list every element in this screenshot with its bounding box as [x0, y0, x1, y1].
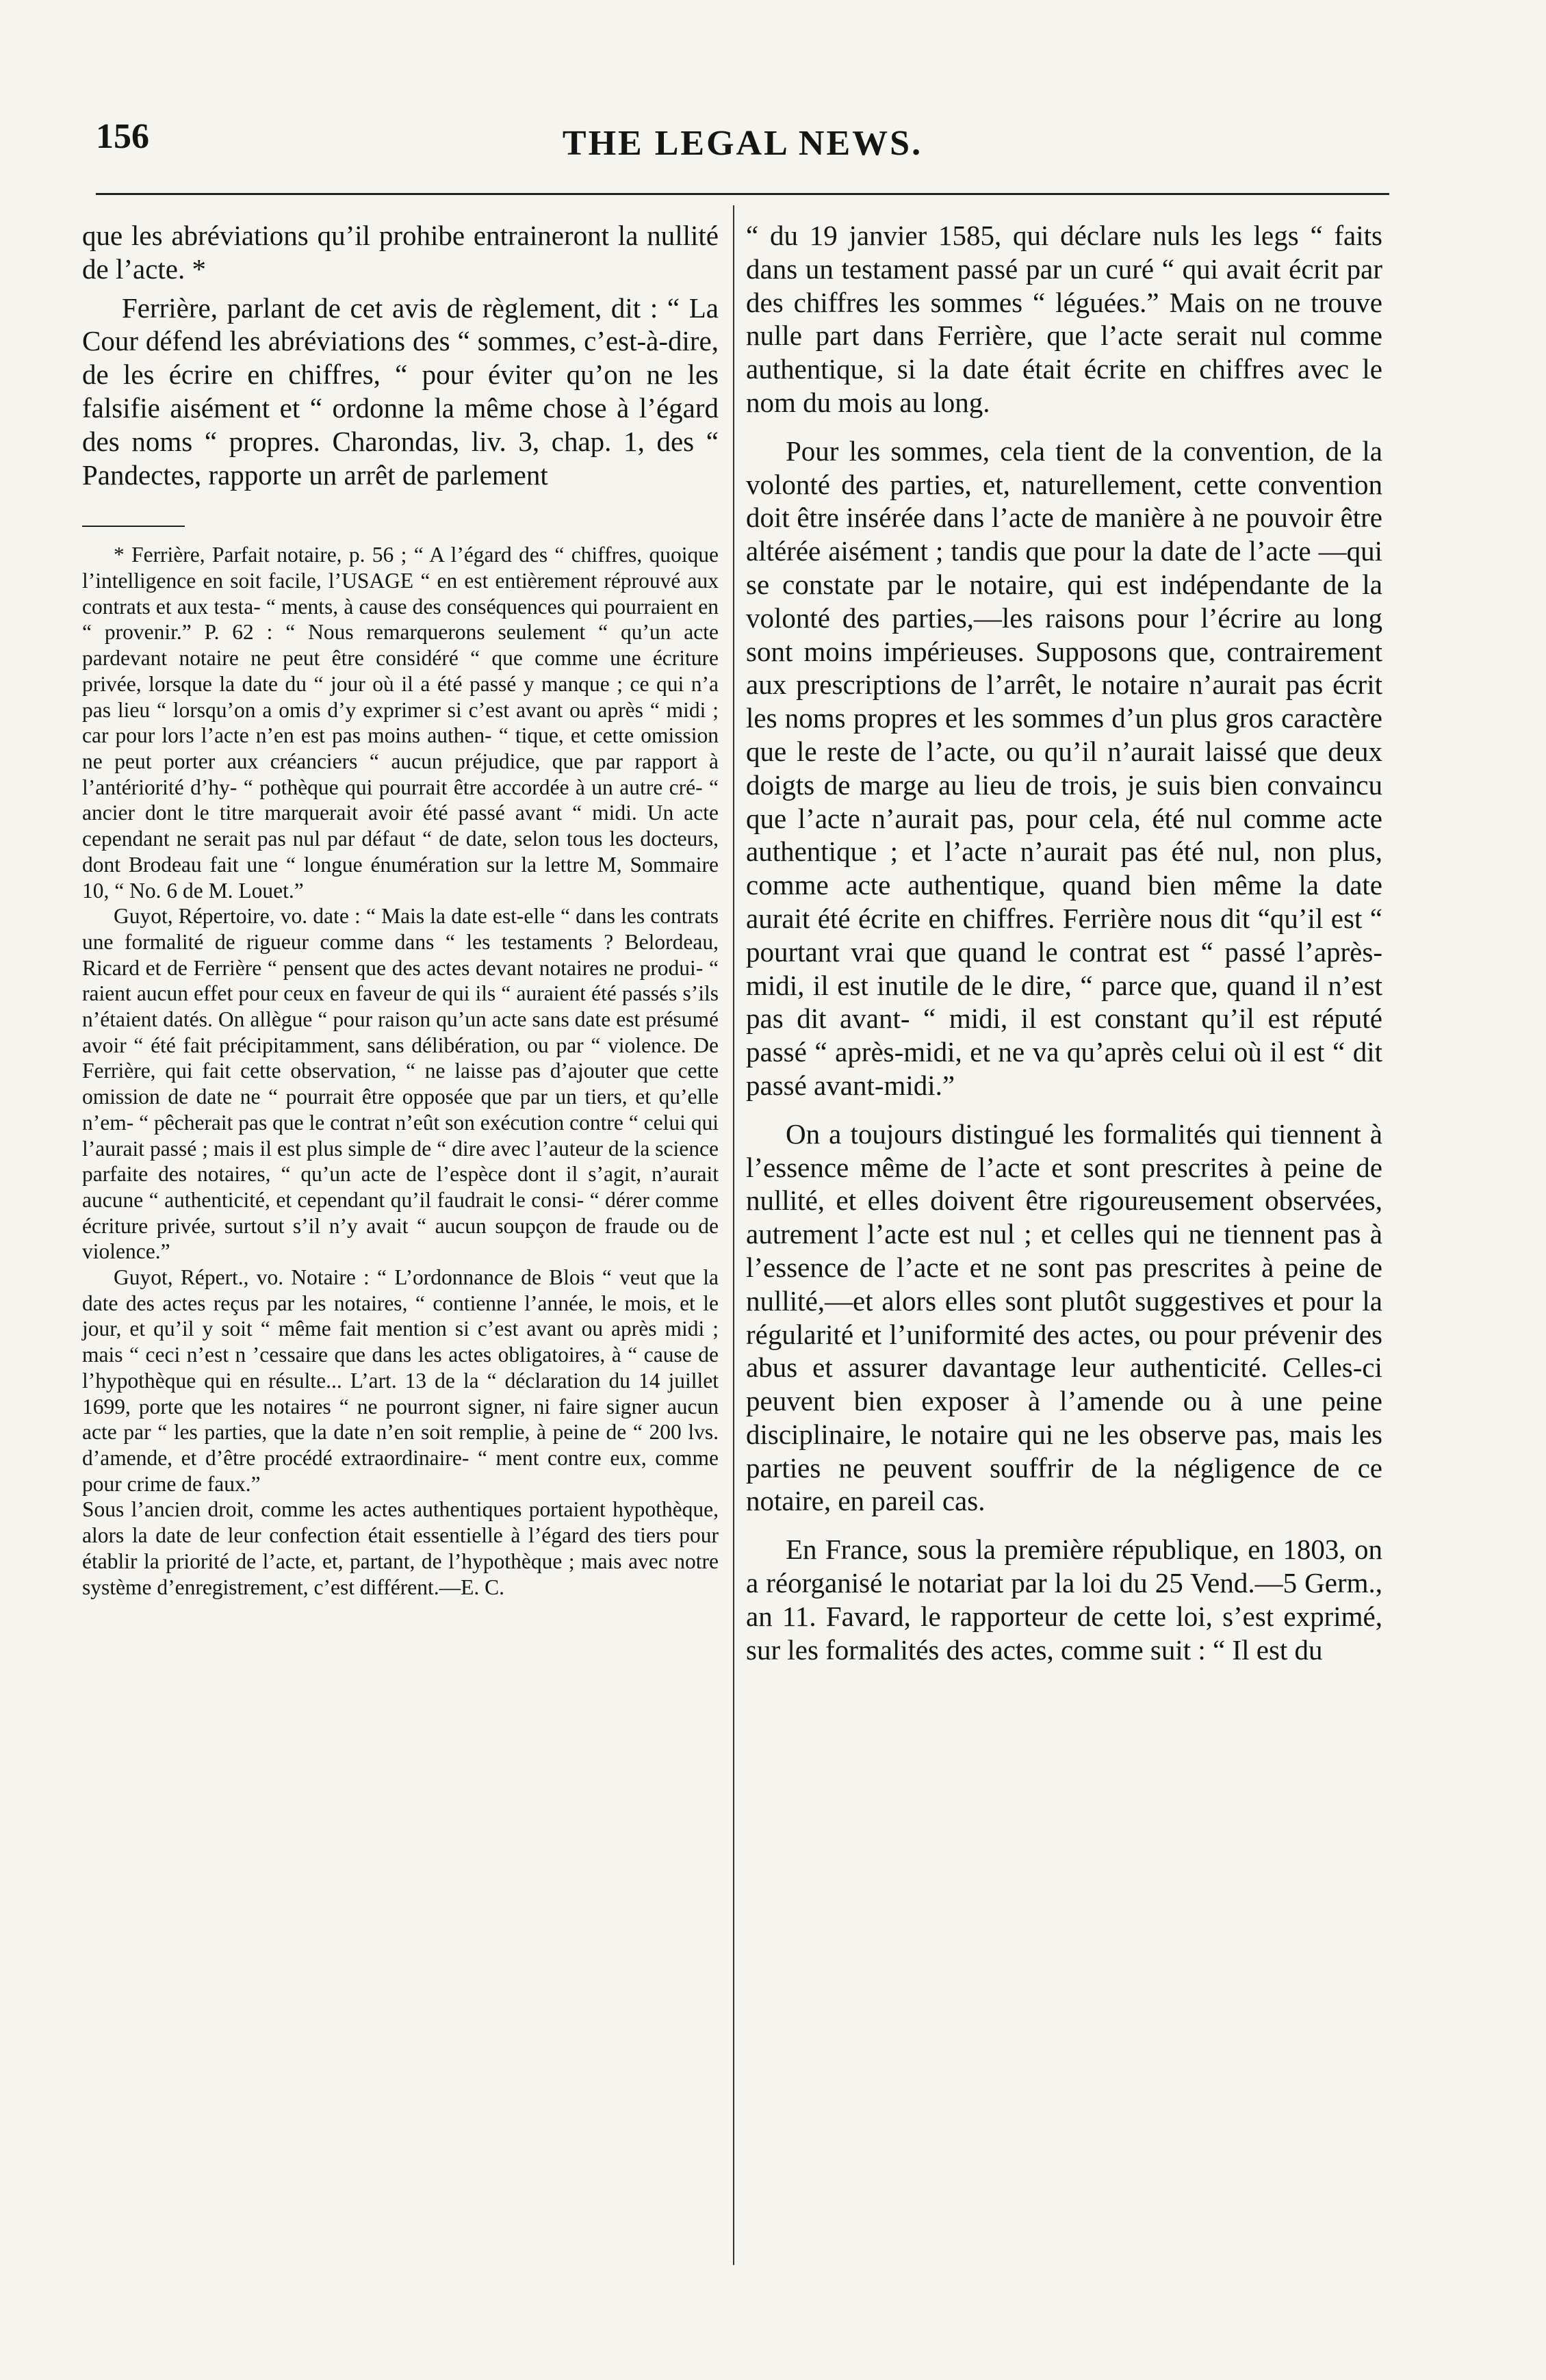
right-body: [746, 219, 1382, 1666]
right-paragraph-1: “ du 19 janvier 1585, qui déclare nuls les legs “ faits dans un testament passé par un curé “ qui avait écrit par des chiffres les sommes “ léguées.” Mais on ne trouve nulle part dans Ferrière, que l’acte serait nul comme authentique, si la date était écrite en chiffres avec le nom du mois au long.: [746, 220, 1382, 418]
footnote-guyot-date: Guyot, Répertoire, vo. date : “ Mais la date est-elle “ dans les contrats une formalité de rigueur comme dans “ les testaments ? Belordeau, Ricard et de Ferrière “ pensent que des actes devant notaires ne produi- “ raient aucun effet pour ceux en faveur de qui ils “ auraient été passés s’ils n’étaient datés. On allègue “ pour raison qu’un acte sans date est présumé avoir “ été fait précipitamment, sans délibération, ou par “ violence. De Ferrière, qui fait cette observation, “ ne laisse pas d’ajouter que cette omission de date ne “ pourrait être opposée que par un tiers, et qu’elle n’em- “ pêcherait pas que le contrat n’eût son exécution contre “ celui qui l’aurait passé ; mais il est plus simple de “ dire avec l’auteur de la science parfaite des notaires, “ qu’un acte de l’espèce dont il s’agit, n’aurait aucune “ authenticité, et cependant qu’il faudrait le consi- “ dérer comme écriture privée, surtout s’il n’y avait “ aucun soupçon de fraude ou de violence.”: [82, 904, 719, 1264]
right-paragraph-4: En France, sous la première république, en 1803, on a réorganisé le notariat par la loi du 25 Vend.—5 Germ., an 11. Favard, le rapporteur de cette loi, s’est exprimé, sur les formalités des actes, comme suit : “ Il est du: [746, 1534, 1382, 1666]
right-paragraph-3: On a toujours distingué les formalités qui tiennent à l’essence même de l’acte et sont prescrites à peine de nullité, et elles doivent être rigoureusement observées, autrement l’acte est nul ; et celles qui ne tiennent pas à l’essence de l’acte et ne sont pas prescrites à peine de nullité,—et alors elles sont plutôt suggestives et pour la régularité et l’uniformité des actes, ou pour prévenir des abus et assurer davantage leur authenticité. Celles-ci peuvent bien exposer à l’amende ou à une peine disciplinaire, le notaire qui ne les observe pas, mais les parties ne peuvent souffrir de la négligence de ce notaire, en pareil cas.: [746, 1117, 1382, 1517]
footnote-ferriere: * Ferrière, Parfait notaire, p. 56 ; “ A l’égard des “ chiffres, quoique l’intelligence en soit facile, l’USAGE “ en est entièrement réprouvé aux contrats et aux testa- “ ments, à cause des conséquences qui pourraient en “ provenir.” P. 62 : “ Nous remarquerons seulement “ qu’un acte pardevant notaire ne peut être considéré “ que comme une écriture privée, lorsque la date du “ jour où il a été passé y manque ; ce qui n’a pas lieu “ lorsqu’on a omis d’y exprimer si c’est avant ou après “ midi ; car pour lors l’acte n’en est pas moins authen- “ tique, et cette omission ne peut porter aux créanciers “ aucun préjudice, que par rapport à l’antériorité d’hy- “ pothèque qui pourrait être accordée à un autre cré- “ ancier dont le titre marquerait avoir été passé avant “ midi. Un acte cependant ne serait pas nul par défaut “ de date, selon tous les docteurs, dont Brodeau fait une “ longue énumération sur la lettre M, Sommaire 10, “ No. 6 de M. Louet.”: [82, 543, 719, 903]
footnote-rule: [82, 526, 185, 527]
footnotes: [82, 542, 719, 1600]
left-paragraph-2: Ferrière, parlant de cet avis de règlement, dit : “ La Cour défend les abréviations des “ sommes, c’est-à-dire, de les écrire en chiffres, “ pour éviter qu’on ne les falsifie aisément et “ ordonne la même chose à l’égard des noms “ propres. Charondas, liv. 3, chap. 1, des “ Pandectes, rapporte un arrêt de parlement: [82, 292, 719, 491]
page-header: [96, 116, 1389, 178]
footnote-guyot-notaire: Guyot, Répert., vo. Notaire : “ L’ordonnance de Blois “ veut que la date des actes reçus par les notaires, “ contienne l’année, le mois, et le jour, et qu’il y soit “ même fait mention si c’est avant ou après midi ; mais “ ceci n’est n ’cessaire que dans les actes obligatoires, à “ cause de l’hypothèque qui en résulte... L’art. 13 de la “ déclaration du 14 juillet 1699, porte que les notaires “ ne pourront signer, ni faire signer aucun acte par “ les parties, que la date n’en soit remplie, à peine de “ 200 lvs. d’amende, et d’être procédé extraordinaire- “ ment contre eux, comme pour crime de faux.”: [82, 1265, 719, 1496]
left-column: [82, 219, 719, 1600]
column-divider: [733, 205, 734, 2265]
running-title: THE LEGAL NEWS.: [562, 124, 923, 163]
right-paragraph-2: Pour les sommes, cela tient de la convention, de la volonté des parties, et, naturellement, cette convention doit être insérée dans l’acte de manière à ne pouvoir être altérée aisément ; tandis que pour la date de l’acte —qui se constate par le notaire, qui est indépendante de la volonté des parties,—les raisons pour l’écrire au long sont moins impérieuses. Supposons que, contrairement aux prescriptions de l’arrêt, le notaire n’aurait pas écrit les noms propres et les sommes d’un plus gros caractère que le reste de l’acte, ou qu’il n’aurait laissé que deux doigts de marge au lieu de trois, je suis bien convaincu que l’acte n’aurait pas, pour cela, été nul comme acte authentique ; et l’acte n’aurait pas été nul, non plus, comme acte authentique, quand bien même la date aurait été écrite en chiffres. Ferrière nous dit “qu’il est “ pourtant vrai que quand le contrat est “ passé l’après-midi, il est inutile de le dire, “ parce que, quand il n’est pas dit avant- “ midi, il est constant qu’il est réputé passé “ après-midi, et ne va qu’après celui où il est “ dit passé avant-midi.”: [746, 435, 1382, 1101]
left-paragraph-1: que les abréviations qu’il prohibe entraineront la nullité de l’acte. *: [82, 220, 719, 285]
right-column: [746, 219, 1382, 1666]
page-number: 156: [96, 117, 149, 156]
header-rule: [96, 193, 1389, 195]
left-body: [82, 219, 719, 491]
footnote-ancien-droit: Sous l’ancien droit, comme les actes authentiques portaient hypothèque, alors la date de leur confection était essentielle à l’égard des tiers pour établir la priorité de l’acte, et, partant, de l’hypothèque ; mais avec notre système d’enregistrement, c’est différent.—E. C.: [82, 1497, 719, 1599]
